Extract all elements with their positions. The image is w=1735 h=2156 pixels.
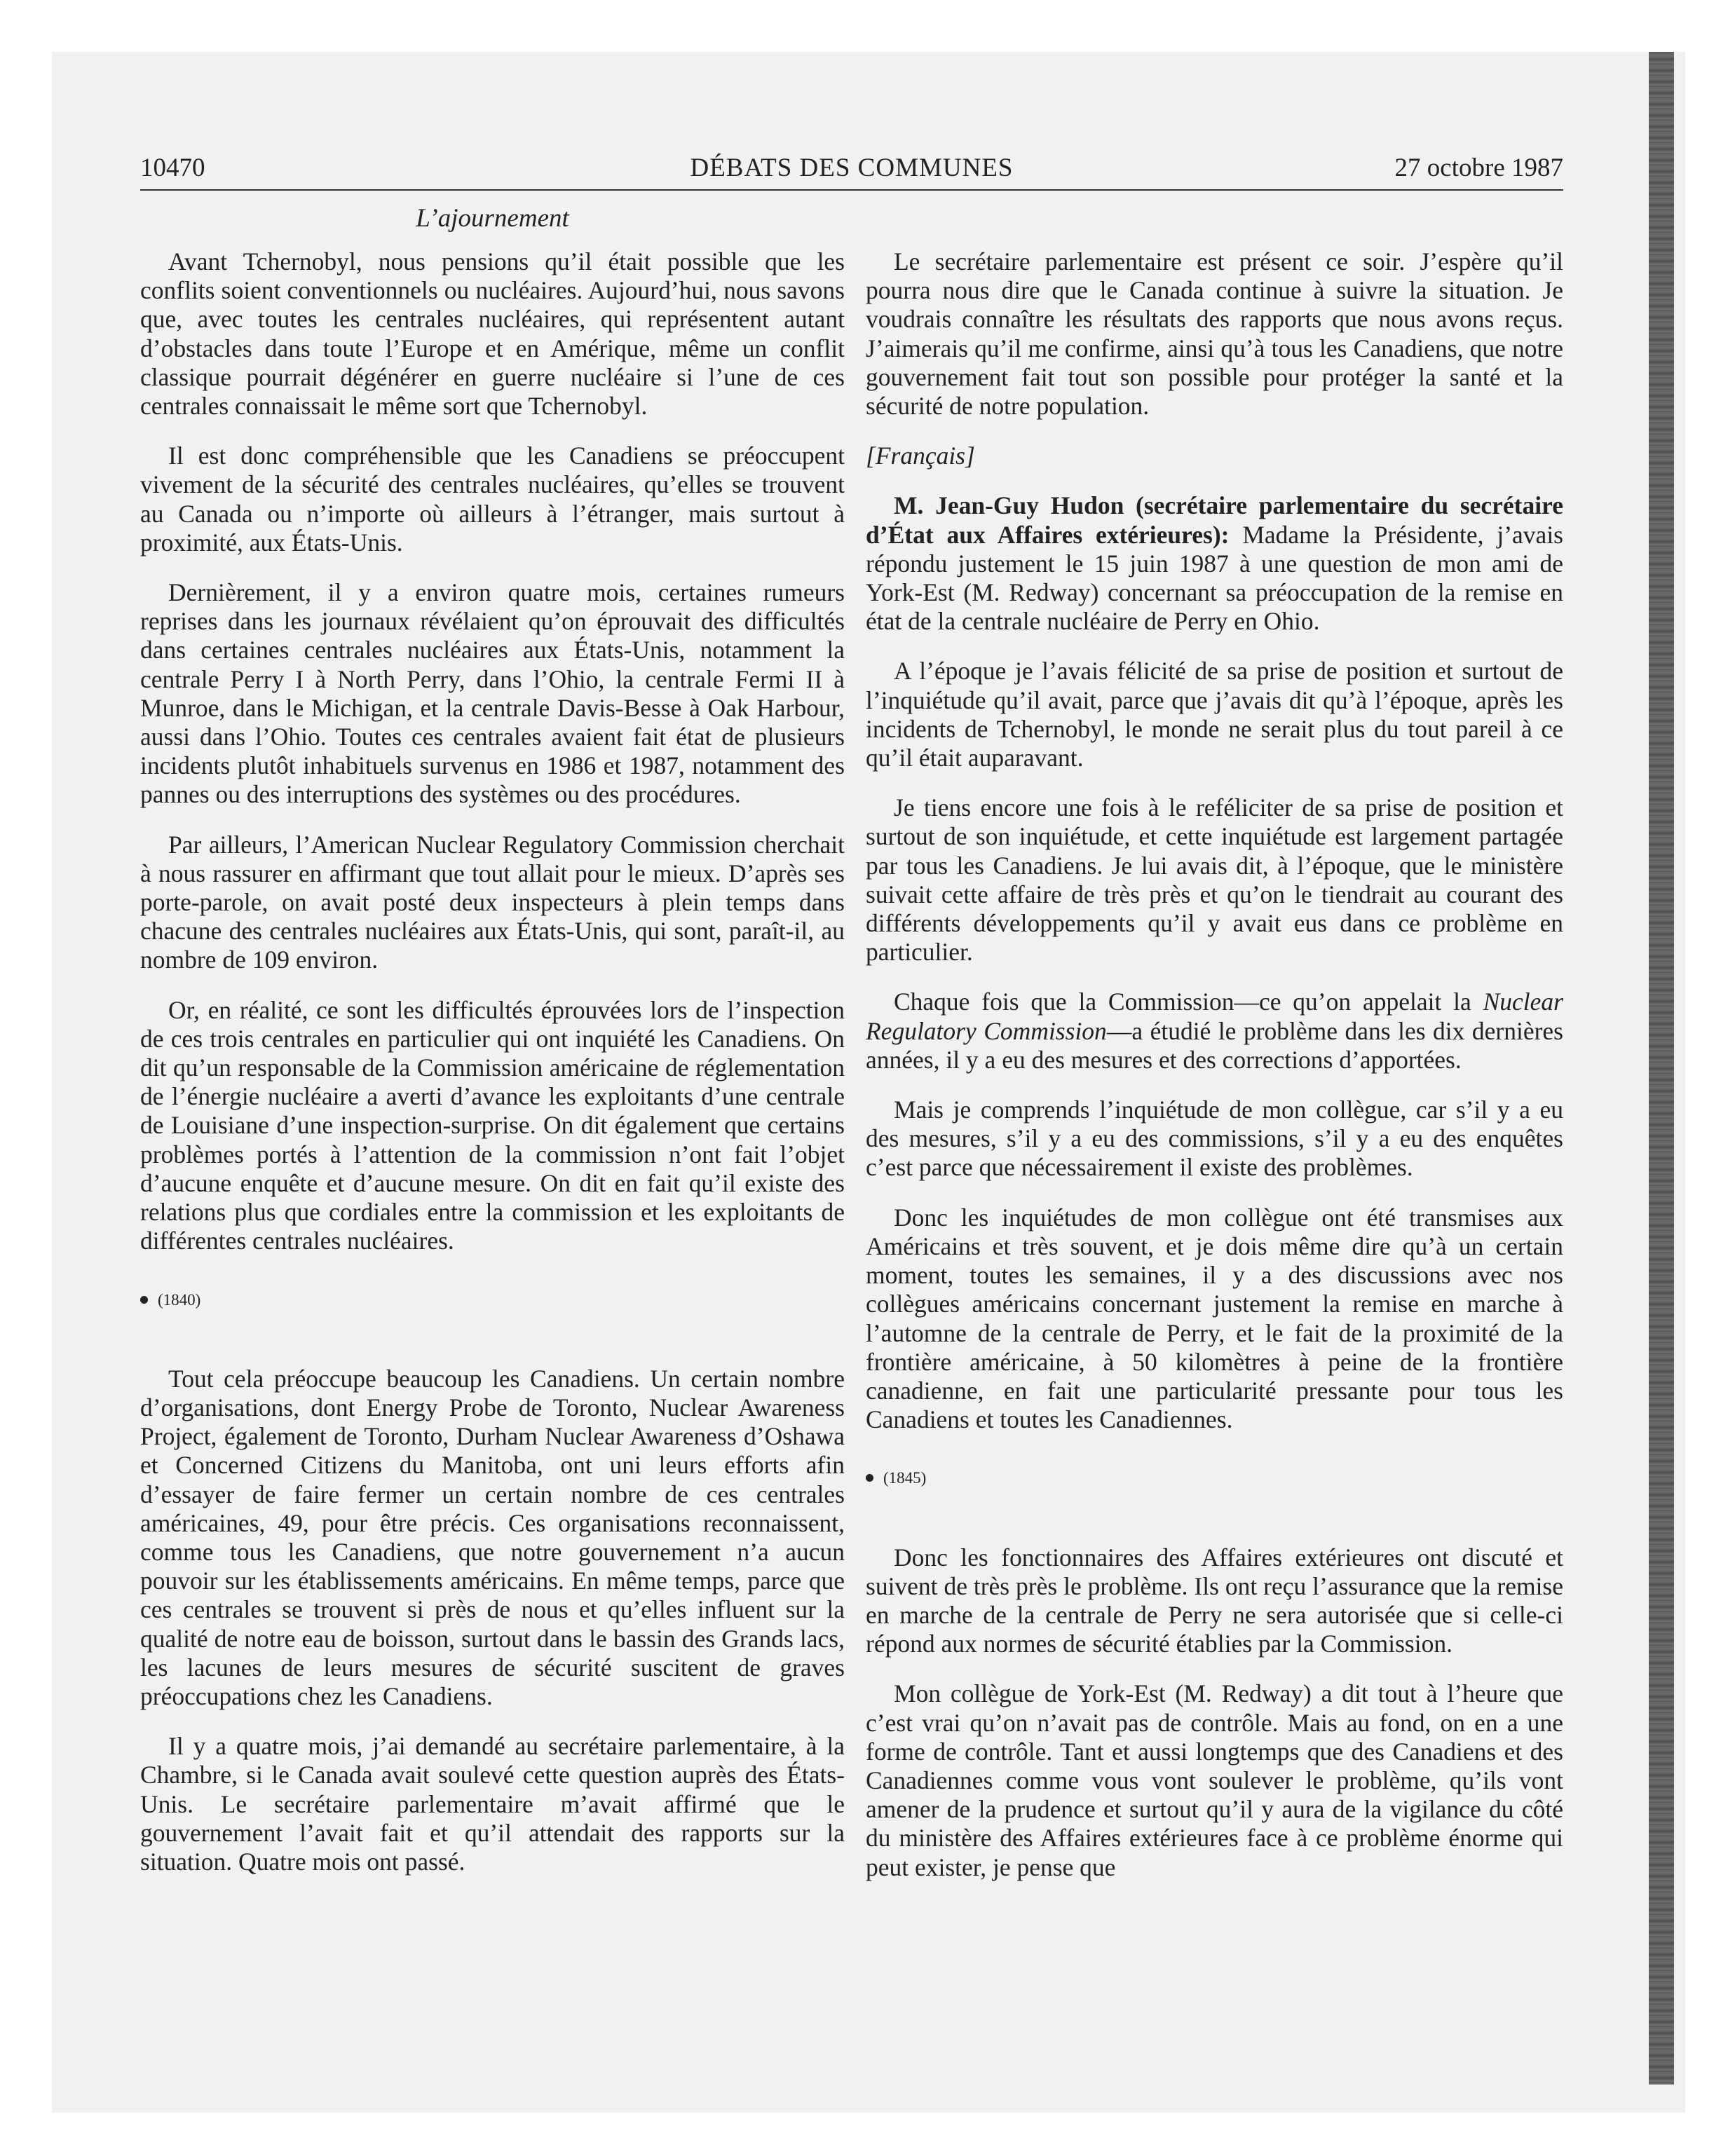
bullet-icon [140, 1296, 148, 1304]
paragraph: Or, en réalité, ce sont les difficultés éprouvées lors de l’inspection de ces trois centrales en particulier qui ont inquiété les Canadiens. On dit qu’un responsable de la Commission américaine de réglementation de l’énergie nucléaire a averti d’avance les exploitants d’une centrale de Louisiane d’une inspection-surprise. On dit également que certains problèmes portés à l’attention de la commission n’ont fait l’objet d’aucune enquête et d’aucune mesure. On dit en fait qu’il existe des relations plus que cordiales entre la commission et les exploitants de différentes centrales nucléaires. [140, 995, 845, 1255]
page-date: 27 octobre 1987 [1394, 153, 1563, 182]
page-number: 10470 [140, 153, 205, 182]
bullet-icon [866, 1474, 873, 1482]
speaker-paragraph [866, 491, 1563, 636]
speaker-text: Madame la Présidente, j’avais répondu justement le 15 juin 1987 à une question de mon ami de York-Est (M. Redway) concernant sa préoccupation de la remise en état de la centrale nucléaire de Perry en Ohio. [866, 520, 1563, 636]
publication-title: DÉBATS DES COMMUNES [690, 153, 1014, 182]
paragraph: Le secrétaire parlementaire est présent ce soir. J’espère qu’il pourra nous dire que le Canada continue à suivre la situation. Je voudrais connaître les résultats des rapports que nous avons reçus. J’aimerais qu’il me confirme, ainsi qu’à tous les Canadiens, que notre gouvernement fait tout son possible pour protéger la santé et la sécurité de notre population. [866, 247, 1563, 421]
left-column [140, 247, 845, 1897]
paragraph: Avant Tchernobyl, nous pensions qu’il était possible que les conflits soient conventionnels ou nucléaires. Aujourd’hui, nous savons que, avec toutes les centrales nucléaires, qui représentent autant d’obstacles dans toute l’Europe et en Amérique, même un conflit classique pourrait dégénérer en guerre nucléaire si l’une de ces centrales connaissait le même sort que Tchernobyl. [140, 247, 845, 421]
time-marker-label: (1840) [158, 1290, 201, 1309]
right-column [866, 247, 1563, 1903]
paragraph: Tout cela préoccupe beaucoup les Canadiens. Un certain nombre d’organisations, dont Energy Probe de Toronto, Nuclear Awareness Project, également de Toronto, Durham Nuclear Awareness d’Oshawa et Concerned Citizens du Manitoba, ont uni leurs efforts afin d’essayer de faire fermer un certain nombre de ces centrales américaines, 49, pour être précis. Ces organisations reconnaissent, comme tous les Canadiens, que notre gouvernement n’a aucun pouvoir sur les établissements américains. En même temps, parce que ces centrales se trouvent si près de nous et qu’elles influent sur la qualité de notre eau de boisson, surtout dans le bassin des Grands lacs, les lacunes de leurs mesures de sécurité suscitent de graves préoccupations chez les Canadiens. [140, 1364, 845, 1710]
italic-text-run: Nuclear Regulatory Commission [866, 988, 1563, 1045]
page-header [140, 153, 1563, 191]
paragraph: Mon collègue de York-Est (M. Redway) a dit tout à l’heure que c’est vrai qu’on n’avait pas de contrôle. Mais au fond, on en a une forme de contrôle. Tant et aussi longtemps que des Canadiens et des Canadiennes comme vous vont soulever le problème, qu’ils vont amener de la prudence et surtout qu’il y aura de la vigilance du côté du ministère des Affaires extérieures face à ce problème énorme qui peut exister, je pense que [866, 1679, 1563, 1881]
time-marker [866, 1464, 1563, 1492]
paragraph: Par ailleurs, l’American Nuclear Regulatory Commission cherchait à nous rassurer en affirmant que tout allait pour le mieux. D’après ses porte-parole, on avait posté deux inspecteurs à plein temps dans chacune des centrales nucléaires aux États-Unis, qui sont, paraît-il, au nombre de 109 environ. [140, 830, 845, 974]
text-run: —a étudié le problème dans les dix dernières années, il y a eu des mesures et des corrections d’apportées. [866, 1016, 1563, 1074]
paragraph: Il y a quatre mois, j’ai demandé au secrétaire parlementaire, à la Chambre, si le Canada avait soulevé cette question auprès des États-Unis. Le secrétaire parlementaire m’avait affirmé que le gouvernement l’avait fait et qu’il attendait des rapports sur la situation. Quatre mois ont passé. [140, 1732, 845, 1876]
section-title: L’ajournement [416, 204, 569, 233]
time-marker [140, 1285, 845, 1314]
paragraph: Donc les fonctionnaires des Affaires extérieures ont discuté et suivent de très près le problème. Ils ont reçu l’assurance que la remise en marche de la centrale de Perry ne sera autorisée que si celle-ci répond aux normes de sécurité établies par la Commission. [866, 1543, 1563, 1658]
paragraph: Je tiens encore une fois à le reféliciter de sa prise de position et surtout de son inquiétude, et cette inquiétude est largement partagée par tous les Canadiens. Je lui avais dit, à l’époque, que le ministère suivait cette affaire de très près et qu’on le tiendrait au courant des différents développements qu’il y avait eus dans ce problème en particulier. [866, 793, 1563, 967]
time-marker-label: (1845) [883, 1469, 927, 1487]
text-run: Chaque fois que la Commission—ce qu’on appelait la [894, 988, 1483, 1016]
commission-paragraph [866, 988, 1563, 1074]
scan-edge-strip [1649, 52, 1674, 2085]
paragraph: Il est donc compréhensible que les Canadiens se préoccupent vivement de la sécurité des centrales nucléaires, qu’elles se trouvent au Canada ou n’importe où ailleurs à l’étranger, mais surtout à proximité, aux États-Unis. [140, 442, 845, 557]
paragraph: Dernièrement, il y a environ quatre mois, certaines rumeurs reprises dans les journaux révélaient qu’on éprouvait des difficultés dans certaines centrales nucléaires aux États-Unis, notamment la centrale Perry I à North Perry, dans l’Ohio, la centrale Fermi II à Munroe, dans le Michigan, et la centrale Davis-Besse à Oak Harbour, aussi dans l’Ohio. Toutes ces centrales avaient fait état de plusieurs incidents plutôt inhabituels survenus en 1986 et 1987, notamment des pannes ou des interruptions des systèmes ou des procédures. [140, 578, 845, 809]
paragraph: Donc les inquiétudes de mon collègue ont été transmises aux Américains et très souvent, et je dois même dire qu’à un certain moment, toutes les semaines, il y a des discussions avec nos collègues américains concernant justement la remise en marche à l’automne de la centrale de Perry, et le fait de la proximité de la frontière américaine, à 50 kilomètres à peine de la frontière canadienne, en fait une particularité pressante pour tous les Canadiens et toutes les Canadiennes. [866, 1203, 1563, 1434]
speaker-name: M. Jean-Guy Hudon (secrétaire parlementaire du secrétaire d’État aux Affaires extérieures): [866, 491, 1563, 549]
paragraph: Mais je comprends l’inquiétude de mon collègue, car s’il y a eu des mesures, s’il y a eu des commissions, s’il y a eu des enquêtes c’est parce que nécessairement il existe des problèmes. [866, 1096, 1563, 1182]
paragraph: A l’époque je l’avais félicité de sa prise de position et surtout de l’inquiétude qu’il avait, parce que j’avais dit qu’à l’époque, après les incidents de Tchernobyl, le monde ne serait plus du tout pareil à ce qu’il était auparavant. [866, 657, 1563, 772]
language-marker: [Français] [866, 442, 975, 470]
